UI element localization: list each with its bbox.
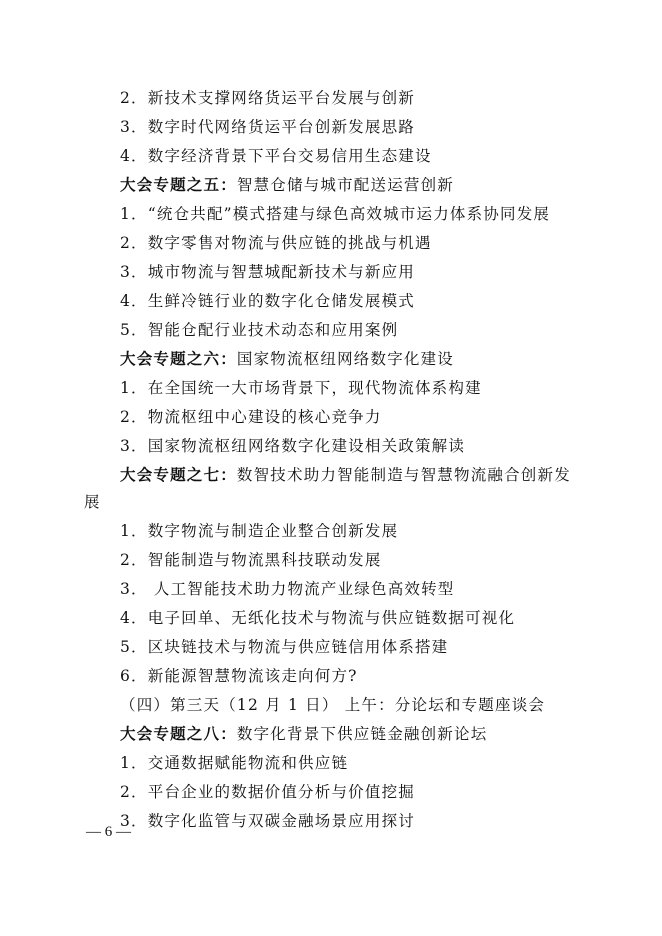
topic-heading-6 [120, 349, 454, 369]
list-item: 1．数字物流与制造企业整合创新发展 [120, 522, 399, 540]
topic-title: 智慧仓储与城市配送运营创新 [236, 176, 455, 194]
topic-label: 大会专题之八： [120, 725, 237, 743]
topic-heading-8 [120, 724, 487, 744]
list-item: 4．生鲜冷链行业的数字化仓储发展模式 [120, 292, 415, 310]
list-item: 2．平台企业的数据价值分析与价值挖掘 [120, 783, 415, 801]
topic-title-continuation: 展 [84, 493, 101, 511]
list-item: 2．物流枢纽中心建设的核心竞争力 [120, 408, 382, 426]
list-item: 2．智能制造与物流黑科技联动发展 [120, 551, 382, 569]
list-item: 2．新技术支撑网络货运平台发展与创新 [120, 89, 415, 107]
list-item: 3．城市物流与智慧城配新技术与新应用 [120, 263, 415, 281]
list-item: 6．新能源智慧物流该走向何方? [120, 667, 358, 685]
topic-title: 数字化背景下供应链金融创新论坛 [236, 725, 488, 743]
list-item: 3． 人工智能技术助力物流产业绿色高效转型 [120, 580, 455, 598]
list-item: 5．区块链技术与物流与供应链信用体系搭建 [120, 638, 449, 656]
list-item: 5．智能仓配行业技术动态和应用案例 [120, 321, 399, 339]
list-item: 4．电子回单、无纸化技术与物流与供应链数据可视化 [120, 609, 516, 627]
topic-label: 大会专题之五： [120, 176, 237, 194]
list-item: 4．数字经济背景下平台交易信用生态建设 [120, 147, 432, 165]
day-heading: （四）第三天（12 月 1 日） 上午：分论坛和专题座谈会 [120, 696, 546, 714]
list-item: 1．交通数据赋能物流和供应链 [120, 754, 349, 772]
topic-title: 国家物流枢纽网络数字化建设 [236, 350, 455, 368]
topic-heading-7 [120, 465, 571, 485]
list-item: 2．数字零售对物流与供应链的挑战与机遇 [120, 234, 432, 252]
list-item: 1．“统仓共配”模式搭建与绿色高效城市运力体系协同发展 [120, 205, 551, 223]
list-item: 3．数字时代网络货运平台创新发展思路 [120, 118, 415, 136]
topic-label: 大会专题之七： [120, 466, 237, 484]
topic-heading-5 [120, 175, 454, 195]
topic-label: 大会专题之六： [120, 350, 237, 368]
page-number: — 6 — [86, 824, 131, 840]
list-item: 3．国家物流枢纽网络数字化建设相关政策解读 [120, 437, 466, 455]
topic-title: 数智技术助力智能制造与智慧物流融合创新发 [236, 466, 571, 484]
list-item: 1．在全国统一大市场背景下，现代物流体系构建 [120, 379, 482, 397]
list-item: 3．数字化监管与双碳金融场景应用探讨 [120, 812, 415, 830]
